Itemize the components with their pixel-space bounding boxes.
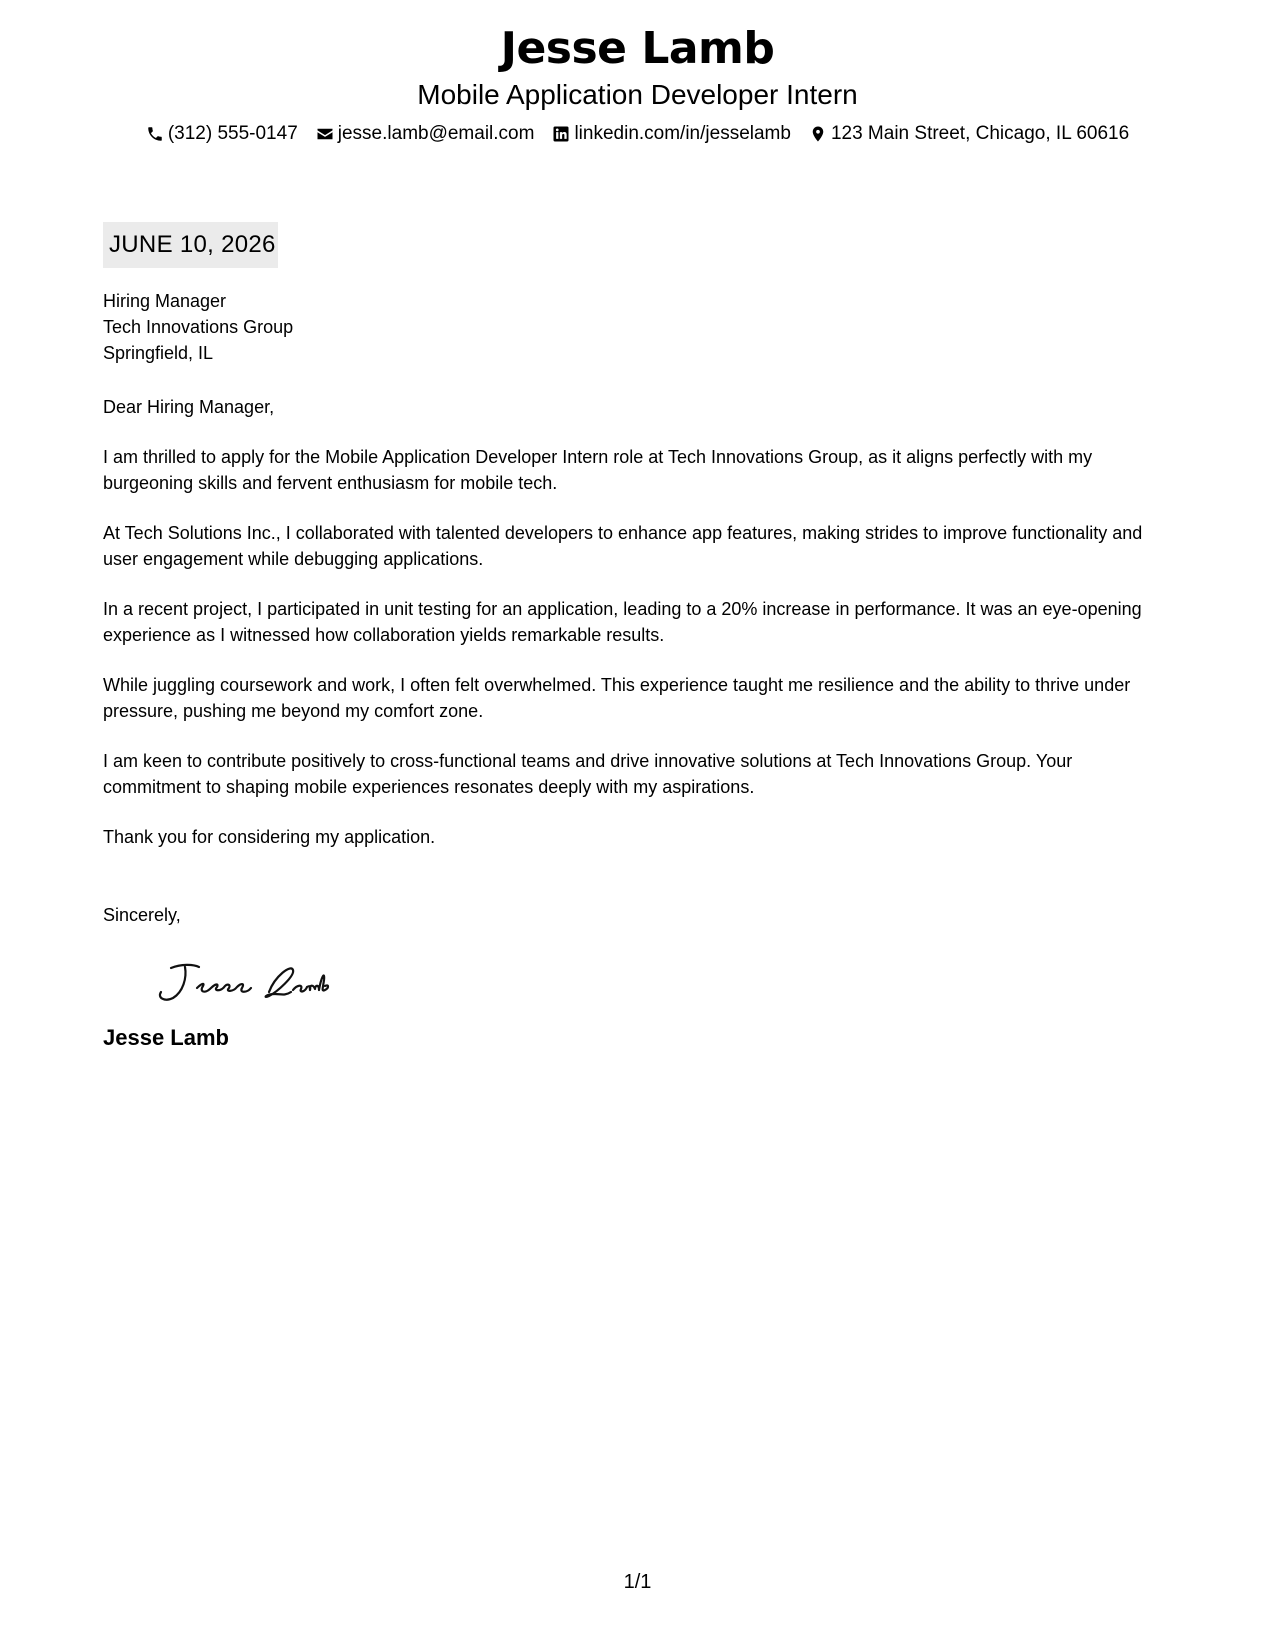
letter-paragraph: I am thrilled to apply for the Mobile Application Developer Intern role at Tech Innovations Group, as it aligns perfectly with my burgeoning skills and fervent enthusiasm for mobile tech. (103, 447, 1093, 493)
contact-bar (0, 122, 1275, 146)
letter-closing: Sincerely, (103, 905, 181, 925)
contact-linkedin-text: linkedin.com/in/jesselamb (574, 123, 791, 144)
recipient-company: Tech Innovations Group (103, 317, 294, 337)
contact-email-text: jesse.lamb@email.com (337, 123, 535, 144)
envelope-icon (316, 125, 334, 143)
page-number: 1/1 (623, 1571, 652, 1593)
phone-icon (146, 125, 164, 143)
contact-email[interactable] (316, 122, 535, 146)
contact-linkedin[interactable] (552, 122, 791, 146)
contact-address (809, 122, 1129, 146)
applicant-name: Jesse Lamb (500, 23, 775, 74)
linkedin-icon (552, 125, 570, 143)
map-pin-icon (809, 125, 827, 143)
recipient-location: Springfield, IL (103, 343, 214, 363)
signer-name: Jesse Lamb (103, 1025, 229, 1050)
handwritten-signature (141, 958, 331, 1010)
contact-phone (146, 122, 298, 146)
applicant-role: Mobile Application Developer Intern (417, 79, 858, 110)
recipient-title: Hiring Manager (103, 291, 227, 311)
letter-date: JUNE 10, 2026 (103, 222, 278, 268)
letter-paragraph: At Tech Solutions Inc., I collaborated with talented developers to enhance app features, making strides to improve functionality and user engagement while debugging applications. (103, 523, 1143, 569)
letter-body (103, 222, 1173, 1052)
letter-paragraph: In a recent project, I participated in unit testing for an application, leading to a 20% increase in performance. It was an eye-opening experience as I witnessed how collaboration yields remarkable results. (103, 599, 1142, 645)
letter-paragraph: Thank you for considering my application. (103, 827, 436, 847)
letter-paragraph: While juggling coursework and work, I often felt overwhelmed. This experience taught me resilience and the ability to thrive under pressure, pushing me beyond my comfort zone. (103, 675, 1131, 721)
letter-greeting: Dear Hiring Manager, (103, 397, 275, 417)
contact-address-text: 123 Main Street, Chicago, IL 60616 (830, 123, 1130, 144)
letter-header (0, 22, 1275, 146)
letter-paragraph: I am keen to contribute positively to cross-functional teams and drive innovative solutions at Tech Innovations Group. Your commitment to shaping mobile experiences resonates deeply with my aspirations. (103, 751, 1073, 797)
recipient-block (103, 288, 1173, 366)
contact-phone-text: (312) 555-0147 (167, 123, 298, 144)
